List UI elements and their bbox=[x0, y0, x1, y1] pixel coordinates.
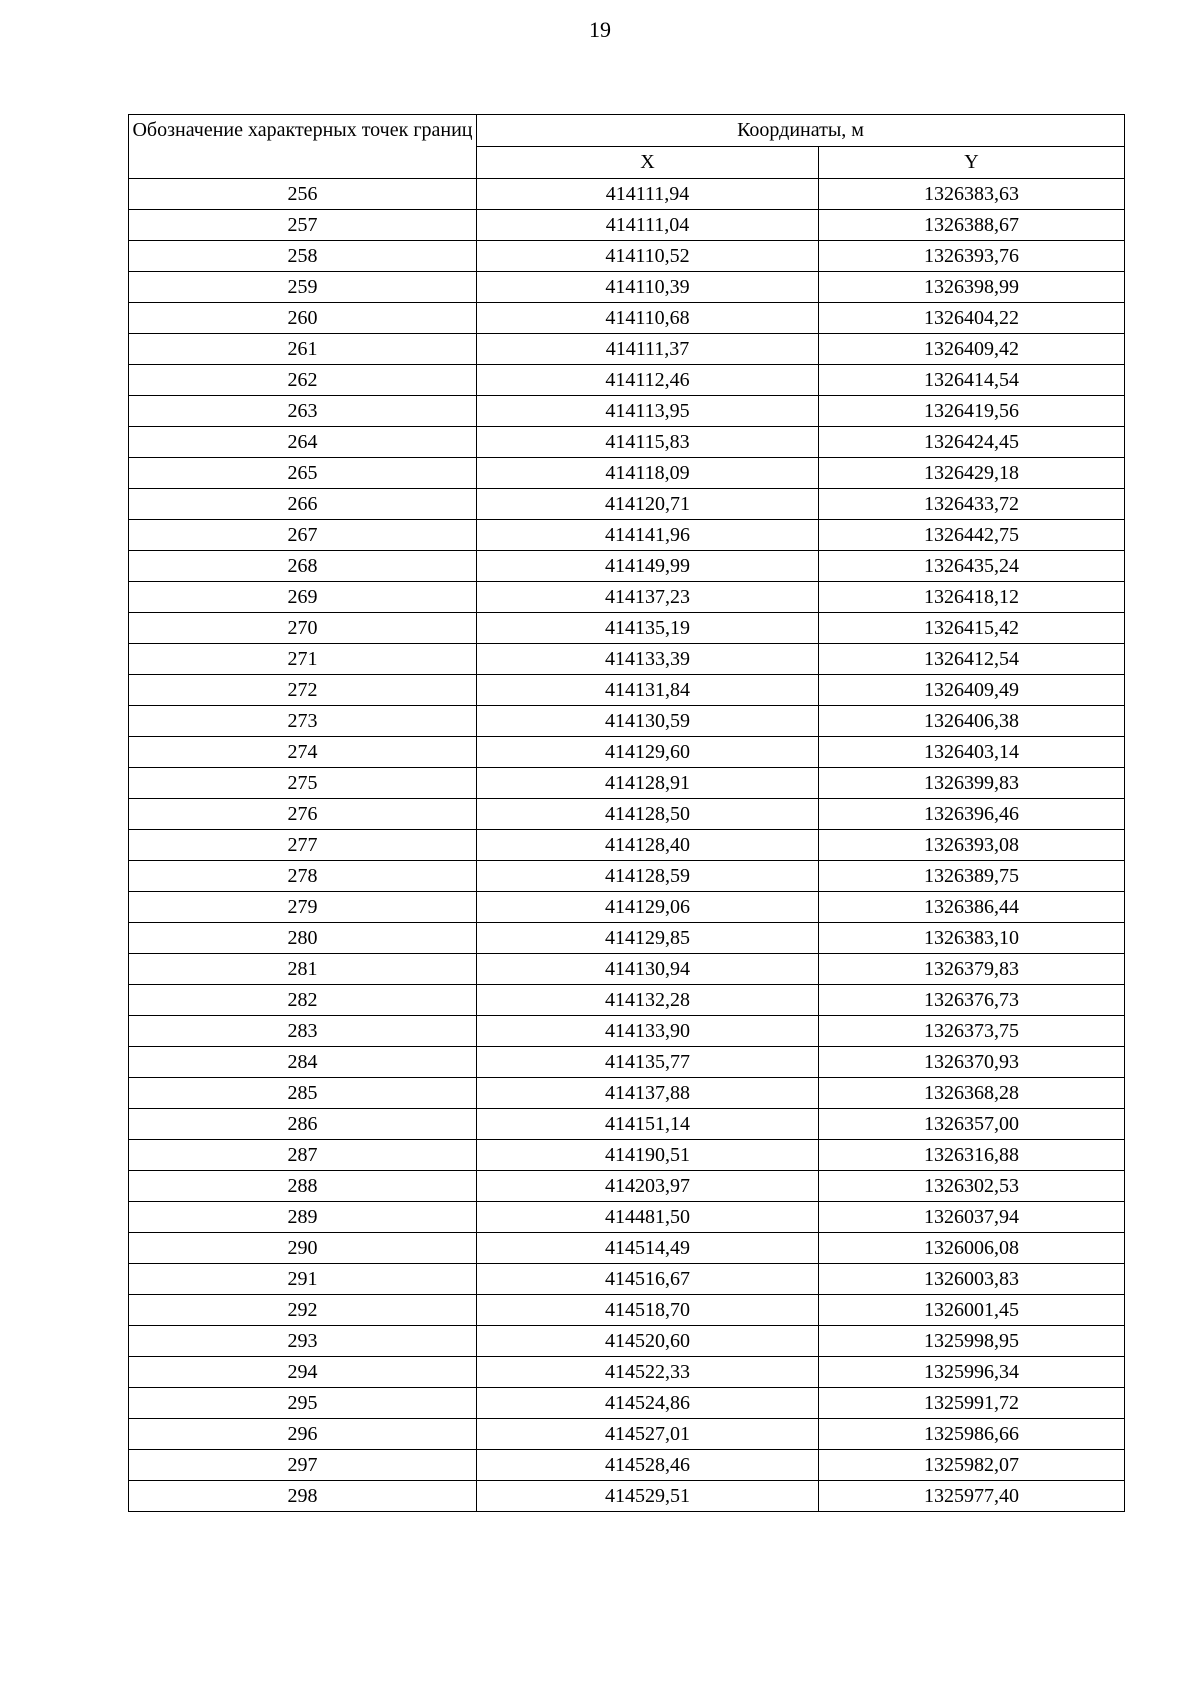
x-coordinate-cell: 414528,46 bbox=[477, 1450, 819, 1481]
y-coordinate-cell: 1325996,34 bbox=[819, 1357, 1125, 1388]
point-number-cell: 295 bbox=[129, 1388, 477, 1419]
point-number-cell: 298 bbox=[129, 1481, 477, 1512]
table-row bbox=[129, 861, 1125, 892]
table-row bbox=[129, 1450, 1125, 1481]
point-number-cell: 268 bbox=[129, 551, 477, 582]
x-coordinate-cell: 414514,49 bbox=[477, 1233, 819, 1264]
y-coordinate-cell: 1326370,93 bbox=[819, 1047, 1125, 1078]
x-coordinate-cell: 414111,37 bbox=[477, 334, 819, 365]
point-number-cell: 265 bbox=[129, 458, 477, 489]
table-row bbox=[129, 1171, 1125, 1202]
point-number-cell: 280 bbox=[129, 923, 477, 954]
table-row bbox=[129, 706, 1125, 737]
table-row bbox=[129, 1202, 1125, 1233]
coordinates-table bbox=[128, 114, 1125, 1512]
point-number-cell: 274 bbox=[129, 737, 477, 768]
y-coordinate-cell: 1326383,10 bbox=[819, 923, 1125, 954]
x-coordinate-cell: 414129,60 bbox=[477, 737, 819, 768]
point-number-cell: 256 bbox=[129, 179, 477, 210]
y-coordinate-cell: 1326396,46 bbox=[819, 799, 1125, 830]
y-coordinate-cell: 1326357,00 bbox=[819, 1109, 1125, 1140]
table-row bbox=[129, 1419, 1125, 1450]
x-coordinate-cell: 414128,40 bbox=[477, 830, 819, 861]
y-coordinate-cell: 1326409,49 bbox=[819, 675, 1125, 706]
x-coordinate-cell: 414129,06 bbox=[477, 892, 819, 923]
y-coordinate-cell: 1325982,07 bbox=[819, 1450, 1125, 1481]
y-coordinate-cell: 1326409,42 bbox=[819, 334, 1125, 365]
table-row bbox=[129, 985, 1125, 1016]
point-number-cell: 277 bbox=[129, 830, 477, 861]
y-coordinate-cell: 1326393,76 bbox=[819, 241, 1125, 272]
point-number-cell: 276 bbox=[129, 799, 477, 830]
y-coordinate-cell: 1326316,88 bbox=[819, 1140, 1125, 1171]
table-row bbox=[129, 1295, 1125, 1326]
x-coordinate-cell: 414128,59 bbox=[477, 861, 819, 892]
x-coordinate-cell: 414115,83 bbox=[477, 427, 819, 458]
x-coordinate-cell: 414129,85 bbox=[477, 923, 819, 954]
x-coordinate-cell: 414118,09 bbox=[477, 458, 819, 489]
x-coordinate-cell: 414110,39 bbox=[477, 272, 819, 303]
table-row bbox=[129, 272, 1125, 303]
point-number-cell: 284 bbox=[129, 1047, 477, 1078]
y-coordinate-cell: 1326386,44 bbox=[819, 892, 1125, 923]
point-number-cell: 260 bbox=[129, 303, 477, 334]
table-row bbox=[129, 1388, 1125, 1419]
point-number-cell: 257 bbox=[129, 210, 477, 241]
table-row bbox=[129, 1264, 1125, 1295]
point-number-cell: 259 bbox=[129, 272, 477, 303]
y-coordinate-cell: 1326373,75 bbox=[819, 1016, 1125, 1047]
table-row bbox=[129, 1357, 1125, 1388]
table-row bbox=[129, 303, 1125, 334]
point-number-cell: 290 bbox=[129, 1233, 477, 1264]
x-coordinate-cell: 414133,90 bbox=[477, 1016, 819, 1047]
table-row bbox=[129, 241, 1125, 272]
y-coordinate-cell: 1326379,83 bbox=[819, 954, 1125, 985]
x-coordinate-cell: 414112,46 bbox=[477, 365, 819, 396]
x-coordinate-cell: 414190,51 bbox=[477, 1140, 819, 1171]
x-coordinate-cell: 414520,60 bbox=[477, 1326, 819, 1357]
x-coordinate-cell: 414133,39 bbox=[477, 644, 819, 675]
y-coordinate-cell: 1325998,95 bbox=[819, 1326, 1125, 1357]
table-row bbox=[129, 365, 1125, 396]
x-coordinate-cell: 414130,59 bbox=[477, 706, 819, 737]
y-coordinate-cell: 1326037,94 bbox=[819, 1202, 1125, 1233]
point-number-cell: 266 bbox=[129, 489, 477, 520]
table-row bbox=[129, 551, 1125, 582]
x-coordinate-cell: 414524,86 bbox=[477, 1388, 819, 1419]
x-coordinate-cell: 414518,70 bbox=[477, 1295, 819, 1326]
x-coordinate-cell: 414110,68 bbox=[477, 303, 819, 334]
x-coordinate-cell: 414527,01 bbox=[477, 1419, 819, 1450]
table-row bbox=[129, 1047, 1125, 1078]
point-number-cell: 286 bbox=[129, 1109, 477, 1140]
table-row bbox=[129, 799, 1125, 830]
point-number-cell: 283 bbox=[129, 1016, 477, 1047]
x-coordinate-cell: 414130,94 bbox=[477, 954, 819, 985]
table-row bbox=[129, 582, 1125, 613]
table-row bbox=[129, 520, 1125, 551]
y-coordinate-cell: 1326419,56 bbox=[819, 396, 1125, 427]
point-number-cell: 262 bbox=[129, 365, 477, 396]
y-column-header: Y bbox=[819, 147, 1125, 179]
point-number-cell: 297 bbox=[129, 1450, 477, 1481]
table-row bbox=[129, 768, 1125, 799]
y-coordinate-cell: 1326412,54 bbox=[819, 644, 1125, 675]
x-coordinate-cell: 414151,14 bbox=[477, 1109, 819, 1140]
y-coordinate-cell: 1326429,18 bbox=[819, 458, 1125, 489]
point-number-cell: 281 bbox=[129, 954, 477, 985]
table-row bbox=[129, 1140, 1125, 1171]
table-row bbox=[129, 675, 1125, 706]
point-number-cell: 272 bbox=[129, 675, 477, 706]
y-coordinate-cell: 1326415,42 bbox=[819, 613, 1125, 644]
x-coordinate-cell: 414128,91 bbox=[477, 768, 819, 799]
table-row bbox=[129, 179, 1125, 210]
y-coordinate-cell: 1325977,40 bbox=[819, 1481, 1125, 1512]
y-coordinate-cell: 1326398,99 bbox=[819, 272, 1125, 303]
y-coordinate-cell: 1326389,75 bbox=[819, 861, 1125, 892]
point-number-cell: 275 bbox=[129, 768, 477, 799]
y-coordinate-cell: 1326435,24 bbox=[819, 551, 1125, 582]
point-number-cell: 293 bbox=[129, 1326, 477, 1357]
x-coordinate-cell: 414149,99 bbox=[477, 551, 819, 582]
table-body bbox=[129, 179, 1125, 1512]
y-coordinate-cell: 1326383,63 bbox=[819, 179, 1125, 210]
table-row bbox=[129, 489, 1125, 520]
table-row bbox=[129, 1078, 1125, 1109]
table-row bbox=[129, 954, 1125, 985]
y-coordinate-cell: 1326393,08 bbox=[819, 830, 1125, 861]
table-row bbox=[129, 737, 1125, 768]
point-number-cell: 287 bbox=[129, 1140, 477, 1171]
table-header bbox=[129, 115, 1125, 179]
table-row bbox=[129, 334, 1125, 365]
y-coordinate-cell: 1326388,67 bbox=[819, 210, 1125, 241]
page-number: 19 bbox=[589, 17, 611, 42]
point-number-cell: 292 bbox=[129, 1295, 477, 1326]
y-coordinate-cell: 1326406,38 bbox=[819, 706, 1125, 737]
table-row bbox=[129, 830, 1125, 861]
table-row bbox=[129, 1109, 1125, 1140]
table-row bbox=[129, 458, 1125, 489]
y-coordinate-cell: 1326003,83 bbox=[819, 1264, 1125, 1295]
point-number-cell: 279 bbox=[129, 892, 477, 923]
point-number-cell: 294 bbox=[129, 1357, 477, 1388]
table-row bbox=[129, 644, 1125, 675]
point-number-cell: 263 bbox=[129, 396, 477, 427]
point-number-cell: 291 bbox=[129, 1264, 477, 1295]
table-row bbox=[129, 1016, 1125, 1047]
x-coordinate-cell: 414481,50 bbox=[477, 1202, 819, 1233]
y-coordinate-cell: 1326424,45 bbox=[819, 427, 1125, 458]
point-designation-header: Обозначение характерных точек границ bbox=[129, 115, 477, 179]
x-coordinate-cell: 414113,95 bbox=[477, 396, 819, 427]
x-coordinate-cell: 414203,97 bbox=[477, 1171, 819, 1202]
table-row bbox=[129, 613, 1125, 644]
y-coordinate-cell: 1325991,72 bbox=[819, 1388, 1125, 1419]
point-number-cell: 267 bbox=[129, 520, 477, 551]
x-coordinate-cell: 414110,52 bbox=[477, 241, 819, 272]
table-row bbox=[129, 1326, 1125, 1357]
point-number-cell: 269 bbox=[129, 582, 477, 613]
y-coordinate-cell: 1326414,54 bbox=[819, 365, 1125, 396]
point-number-cell: 282 bbox=[129, 985, 477, 1016]
point-number-cell: 264 bbox=[129, 427, 477, 458]
x-coordinate-cell: 414131,84 bbox=[477, 675, 819, 706]
x-coordinate-cell: 414529,51 bbox=[477, 1481, 819, 1512]
table-row bbox=[129, 1233, 1125, 1264]
table-row bbox=[129, 892, 1125, 923]
y-coordinate-cell: 1326433,72 bbox=[819, 489, 1125, 520]
point-number-cell: 261 bbox=[129, 334, 477, 365]
table-row bbox=[129, 210, 1125, 241]
point-number-cell: 273 bbox=[129, 706, 477, 737]
x-coordinate-cell: 414111,04 bbox=[477, 210, 819, 241]
x-coordinate-cell: 414111,94 bbox=[477, 179, 819, 210]
x-coordinate-cell: 414135,77 bbox=[477, 1047, 819, 1078]
y-coordinate-cell: 1325986,66 bbox=[819, 1419, 1125, 1450]
y-coordinate-cell: 1326403,14 bbox=[819, 737, 1125, 768]
x-coordinate-cell: 414137,23 bbox=[477, 582, 819, 613]
x-coordinate-cell: 414141,96 bbox=[477, 520, 819, 551]
y-coordinate-cell: 1326418,12 bbox=[819, 582, 1125, 613]
x-coordinate-cell: 414516,67 bbox=[477, 1264, 819, 1295]
y-coordinate-cell: 1326302,53 bbox=[819, 1171, 1125, 1202]
x-coordinate-cell: 414137,88 bbox=[477, 1078, 819, 1109]
y-coordinate-cell: 1326442,75 bbox=[819, 520, 1125, 551]
table-row bbox=[129, 923, 1125, 954]
y-coordinate-cell: 1326368,28 bbox=[819, 1078, 1125, 1109]
y-coordinate-cell: 1326404,22 bbox=[819, 303, 1125, 334]
point-number-cell: 278 bbox=[129, 861, 477, 892]
point-number-cell: 258 bbox=[129, 241, 477, 272]
y-coordinate-cell: 1326006,08 bbox=[819, 1233, 1125, 1264]
table-row bbox=[129, 427, 1125, 458]
x-coordinate-cell: 414120,71 bbox=[477, 489, 819, 520]
x-coordinate-cell: 414128,50 bbox=[477, 799, 819, 830]
coordinates-header: Координаты, м bbox=[477, 115, 1125, 147]
point-number-cell: 285 bbox=[129, 1078, 477, 1109]
x-coordinate-cell: 414135,19 bbox=[477, 613, 819, 644]
point-number-cell: 289 bbox=[129, 1202, 477, 1233]
x-coordinate-cell: 414522,33 bbox=[477, 1357, 819, 1388]
point-number-cell: 270 bbox=[129, 613, 477, 644]
point-number-cell: 296 bbox=[129, 1419, 477, 1450]
point-number-cell: 288 bbox=[129, 1171, 477, 1202]
y-coordinate-cell: 1326001,45 bbox=[819, 1295, 1125, 1326]
y-coordinate-cell: 1326399,83 bbox=[819, 768, 1125, 799]
point-number-cell: 271 bbox=[129, 644, 477, 675]
table-row bbox=[129, 1481, 1125, 1512]
y-coordinate-cell: 1326376,73 bbox=[819, 985, 1125, 1016]
x-column-header: X bbox=[477, 147, 819, 179]
table-row bbox=[129, 396, 1125, 427]
x-coordinate-cell: 414132,28 bbox=[477, 985, 819, 1016]
